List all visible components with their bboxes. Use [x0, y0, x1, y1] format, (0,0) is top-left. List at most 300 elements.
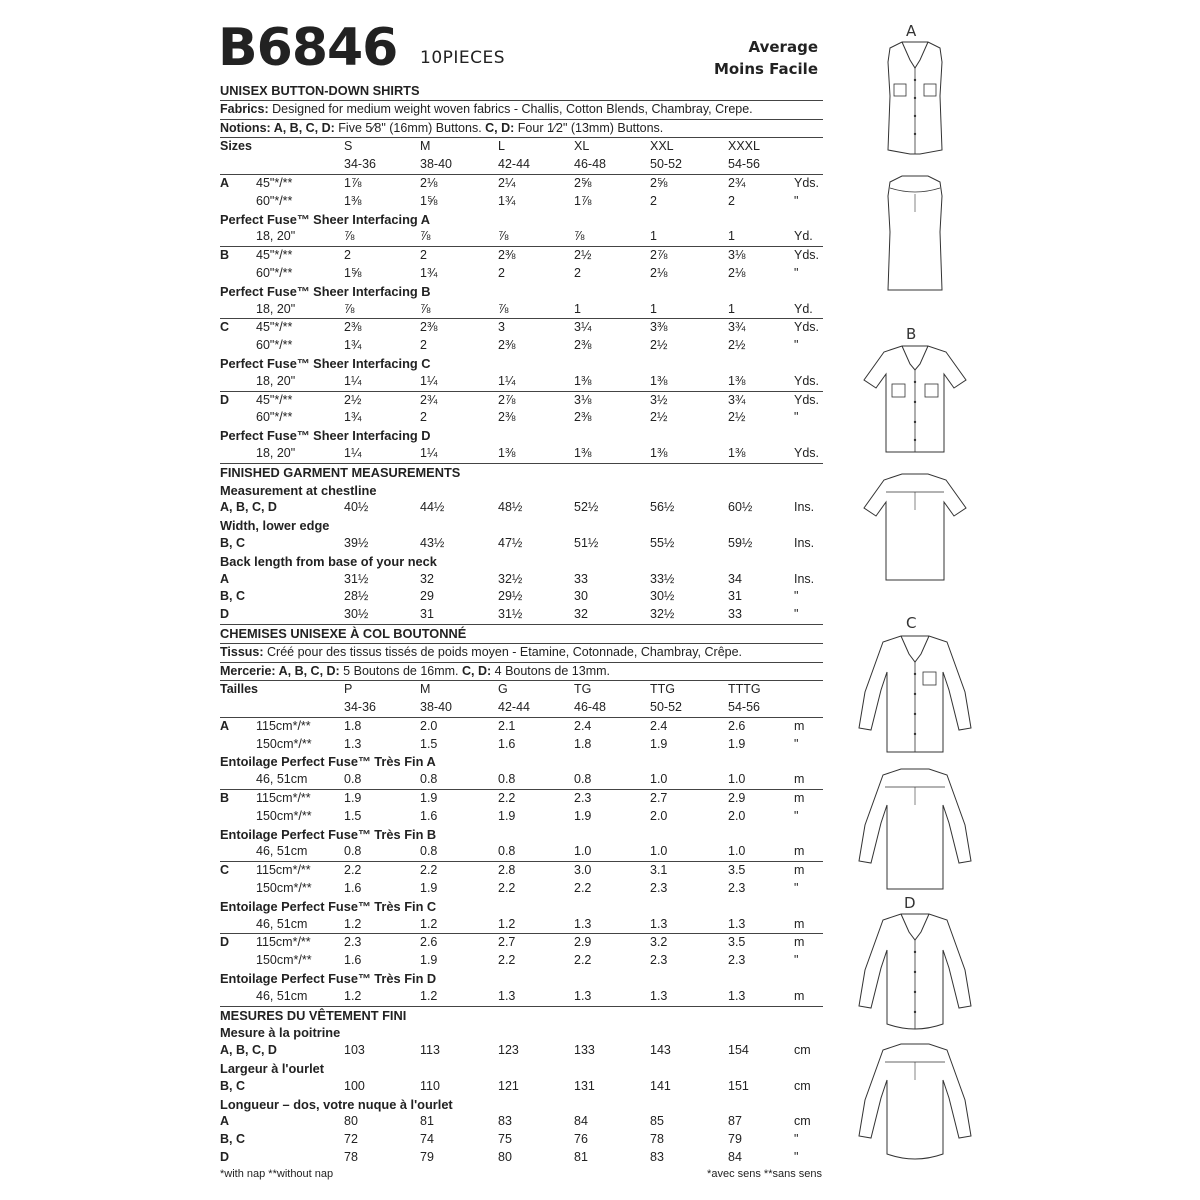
info-line [220, 663, 610, 681]
table-cell: 2.2 [498, 953, 516, 968]
table-cell: 1⅜ [344, 193, 362, 208]
view-label: D [220, 935, 230, 950]
table-cell: 141 [650, 1078, 671, 1093]
table-row [220, 301, 823, 319]
table-cell: 2.3 [574, 791, 592, 806]
view-a-front-drawing [880, 38, 950, 158]
size-header: P [344, 682, 353, 697]
table-cell: 31 [728, 589, 742, 604]
table-cell: 1.9 [420, 953, 438, 968]
table-row [220, 571, 823, 589]
table-row [220, 499, 823, 517]
table-cell: 2⅞ [498, 392, 516, 407]
info-text: Four 1⁄2" (13mm) Buttons. [514, 120, 664, 135]
table-row [220, 1006, 823, 1025]
table-cell: 34-36 [344, 157, 376, 172]
table-cell: 1⅞ [574, 193, 592, 208]
table-cell: 103 [344, 1043, 365, 1058]
table-cell: 2⅜ [498, 338, 516, 353]
table-cell: 110 [420, 1078, 440, 1093]
section-heading: UNISEX BUTTON-DOWN SHIRTS [220, 83, 420, 98]
table-row [220, 1078, 823, 1096]
table-cell: 2.3 [344, 935, 362, 950]
view-label: A, B, C, D [220, 500, 277, 515]
unit-label: " [794, 881, 799, 896]
table-cell: 76 [574, 1132, 588, 1147]
table-cell: 44½ [420, 500, 445, 515]
table-row [220, 228, 823, 246]
section-heading: Entoilage Perfect Fuse™ Très Fin A [220, 754, 436, 770]
unit-label: " [794, 736, 799, 751]
table-cell: 2⅜ [574, 338, 592, 353]
yardage-table [220, 82, 823, 1167]
unit-label: " [794, 338, 799, 353]
table-row [220, 1096, 823, 1114]
fabric-width: 115cm*/** [256, 791, 311, 806]
table-row [220, 318, 823, 337]
unit-label: cm [794, 1078, 811, 1093]
size-header: M [420, 682, 431, 697]
table-cell: 2⅞ [650, 248, 668, 263]
table-cell: 81 [574, 1150, 588, 1165]
table-cell: 32½ [650, 607, 675, 622]
table-cell: 2.2 [498, 791, 516, 806]
table-cell: 38-40 [420, 157, 452, 172]
table-cell: 1 [574, 301, 581, 316]
table-cell: 30½ [344, 607, 369, 622]
table-cell: 1⅞ [344, 175, 362, 190]
table-cell: 1.3 [574, 988, 592, 1003]
table-row [220, 427, 823, 445]
table-cell: 1.9 [420, 791, 438, 806]
fabric-width: 150cm*/** [256, 808, 312, 823]
table-cell: 2 [420, 410, 427, 425]
table-cell: 1.0 [574, 844, 592, 859]
table-cell: 0.8 [498, 772, 516, 787]
info-label: Mercerie: A, B, C, D: [220, 663, 340, 678]
fabric-width: 46, 51cm [256, 988, 308, 1003]
table-cell: 2¾ [728, 175, 746, 190]
table-cell: 2.3 [728, 953, 746, 968]
table-cell: 2⅛ [420, 175, 438, 190]
table-row [220, 156, 823, 174]
size-header: XXXL [728, 139, 760, 154]
table-cell: 83 [498, 1114, 512, 1129]
unit-label: " [794, 808, 799, 823]
table-cell: 1.3 [574, 916, 592, 931]
table-cell: 2½ [574, 248, 592, 263]
table-cell: 3.5 [728, 863, 746, 878]
size-header: TG [574, 682, 592, 697]
view-d-front-drawing [845, 910, 985, 1035]
table-cell: 1⅜ [498, 445, 516, 460]
fabric-width: 18, 20" [256, 301, 296, 316]
info-label: C, D: [462, 663, 492, 678]
table-row [220, 174, 823, 193]
table-cell: 72 [344, 1132, 358, 1147]
table-row [220, 100, 823, 119]
table-row [220, 771, 823, 789]
info-text: Five 5⁄8" (16mm) Buttons. [334, 120, 486, 135]
table-cell: ⅞ [344, 229, 355, 244]
table-row [220, 933, 823, 952]
table-cell: 1.5 [344, 808, 362, 823]
view-label: C [220, 863, 230, 878]
table-cell: 100 [344, 1078, 365, 1093]
table-cell: 0.8 [420, 844, 438, 859]
table-cell: 31½ [344, 571, 369, 586]
table-cell: 0.8 [420, 772, 438, 787]
unit-label: Ins. [794, 571, 815, 586]
sizes-label: Tailles [220, 682, 258, 697]
section-heading: CHEMISES UNISEXE À COL BOUTONNÉ [220, 625, 467, 641]
table-row [220, 265, 823, 283]
footnote-en: *with nap **without nap [220, 1168, 334, 1180]
fabric-width: 45"*/** [256, 392, 293, 407]
table-cell: 1⅜ [574, 445, 592, 460]
table-row [220, 826, 823, 844]
table-cell: 85 [650, 1114, 664, 1129]
table-cell: 2⅜ [574, 410, 592, 425]
table-row [220, 246, 823, 265]
table-cell: ⅞ [344, 301, 355, 316]
section-heading: Entoilage Perfect Fuse™ Très Fin B [220, 826, 437, 842]
table-cell: 2.8 [498, 863, 516, 878]
table-cell: 1⅜ [728, 373, 746, 388]
table-cell: 3⅜ [650, 320, 668, 335]
table-cell: 113 [420, 1043, 440, 1058]
table-cell: 1.9 [344, 791, 362, 806]
table-cell: 143 [650, 1043, 671, 1058]
table-cell: 28½ [344, 589, 369, 604]
table-cell: 1.3 [728, 988, 746, 1003]
section-heading: Perfect Fuse™ Sheer Interfacing B [220, 283, 431, 299]
table-cell: 2⅜ [498, 410, 516, 425]
view-b-back-drawing [860, 470, 970, 585]
unit-label: Yd. [794, 229, 813, 244]
fabric-width: 18, 20" [256, 373, 296, 388]
table-cell: 32 [574, 607, 588, 622]
unit-label: cm [794, 1114, 811, 1129]
table-cell: 32½ [498, 571, 523, 586]
info-text: 4 Boutons de 13mm. [491, 663, 610, 678]
table-cell: 2½ [344, 392, 362, 407]
fabric-width: 45"*/** [256, 248, 293, 263]
table-row [220, 409, 823, 427]
table-cell: 2.0 [420, 718, 438, 733]
table-cell: 2½ [728, 338, 746, 353]
table-cell: 3 [498, 320, 505, 335]
table-row [220, 1060, 823, 1078]
table-cell: 2.0 [650, 808, 668, 823]
table-row [220, 898, 823, 916]
fabric-width: 45"*/** [256, 175, 293, 190]
table-cell: 2.7 [498, 935, 516, 950]
table-row [220, 662, 823, 681]
table-row [220, 643, 823, 662]
unit-label: Yds. [794, 175, 820, 190]
table-cell: 1.8 [574, 736, 592, 751]
table-row [220, 445, 823, 463]
table-cell: 1.9 [498, 808, 516, 823]
table-row [220, 1113, 823, 1131]
unit-label: m [794, 718, 805, 733]
table-cell: 2.2 [574, 881, 592, 896]
table-cell: 123 [498, 1043, 519, 1058]
table-cell: 3.2 [650, 935, 668, 950]
table-cell: 30 [574, 589, 588, 604]
table-cell: 3.5 [728, 935, 746, 950]
table-cell: 87 [728, 1114, 742, 1129]
unit-label: cm [794, 1043, 811, 1058]
info-text: Designed for medium weight woven fabrics - Challis, Cotton Blends, Chambray, Crepe. [268, 101, 753, 116]
view-b-front-drawing [860, 342, 970, 457]
table-cell: 2 [344, 248, 351, 263]
view-label: A [220, 718, 230, 733]
table-cell: 2 [650, 193, 657, 208]
table-row [220, 535, 823, 553]
table-cell: 1¼ [420, 373, 438, 388]
table-cell: 29 [420, 589, 434, 604]
table-cell: 1¼ [420, 445, 438, 460]
unit-label: m [794, 863, 805, 878]
table-row [220, 391, 823, 410]
table-cell: 2⅝ [574, 175, 592, 190]
unit-label: m [794, 935, 805, 950]
view-label: A [220, 1114, 230, 1129]
table-cell: 2.6 [728, 718, 746, 733]
table-cell: 2⅜ [344, 320, 362, 335]
section-heading: Perfect Fuse™ Sheer Interfacing D [220, 428, 431, 444]
size-header: XL [574, 139, 590, 154]
table-cell: 1⅝ [344, 265, 362, 280]
table-cell: ⅞ [420, 229, 431, 244]
unit-label: " [794, 1150, 799, 1165]
table-cell: 80 [498, 1150, 512, 1165]
table-cell: 121 [498, 1078, 519, 1093]
unit-label: m [794, 988, 805, 1003]
view-label: B, C [220, 1132, 245, 1147]
info-line [220, 120, 663, 138]
fabric-width: 18, 20" [256, 445, 296, 460]
table-row [220, 517, 823, 535]
table-cell: 59½ [728, 535, 753, 550]
table-cell: 78 [650, 1132, 664, 1147]
table-cell: 2.9 [728, 791, 746, 806]
table-cell: 33 [728, 607, 742, 622]
section-heading: MESURES DU VÊTEMENT FINI [220, 1007, 407, 1023]
view-d-back-drawing [845, 1040, 985, 1165]
table-cell: 54-56 [728, 700, 760, 715]
unit-label: m [794, 791, 805, 806]
table-cell: 3.1 [650, 863, 668, 878]
table-cell: 2½ [650, 410, 668, 425]
table-cell: 2.7 [650, 791, 668, 806]
table-row [220, 861, 823, 880]
view-label: C [220, 320, 230, 335]
table-row [220, 463, 823, 482]
table-cell: 39½ [344, 535, 369, 550]
fabric-width: 115cm*/** [256, 863, 311, 878]
table-row [220, 355, 823, 373]
pattern-number: B6846 [218, 18, 398, 78]
table-cell: 2½ [650, 338, 668, 353]
table-cell: 0.8 [498, 844, 516, 859]
table-cell: 79 [420, 1150, 434, 1165]
table-cell: 1 [650, 301, 657, 316]
table-cell: 3⅛ [728, 248, 746, 263]
table-cell: 2.2 [344, 863, 362, 878]
unit-label: Ins. [794, 500, 815, 515]
size-header: L [498, 139, 505, 154]
table-cell: 42-44 [498, 157, 530, 172]
table-cell: 1.6 [420, 808, 438, 823]
table-cell: 33 [574, 571, 588, 586]
table-cell: 3⅛ [574, 392, 592, 407]
view-label: A [220, 571, 230, 586]
table-cell: ⅞ [498, 301, 509, 316]
table-cell: 2.3 [728, 881, 746, 896]
table-cell: 1.9 [420, 881, 438, 896]
table-cell: 0.8 [574, 772, 592, 787]
table-cell: 60½ [728, 500, 753, 515]
table-cell: 48½ [498, 500, 523, 515]
size-header: M [420, 139, 431, 154]
table-cell: ⅞ [574, 229, 585, 244]
table-cell: 1¾ [344, 410, 362, 425]
view-label-d: D [904, 894, 916, 912]
table-cell: 33½ [650, 571, 675, 586]
unit-label: Yds. [794, 320, 820, 335]
unit-label: Yds. [794, 248, 820, 263]
view-label: B, C [220, 535, 245, 550]
table-cell: 2.4 [574, 718, 592, 733]
table-cell: 32 [420, 571, 434, 586]
table-cell: 1.6 [344, 953, 362, 968]
table-cell: 30½ [650, 589, 675, 604]
table-cell: 2½ [728, 410, 746, 425]
table-row [220, 1149, 823, 1167]
table-cell: 1¾ [420, 265, 438, 280]
table-row [220, 624, 823, 643]
table-cell: 2¼ [498, 175, 516, 190]
section-heading: Measurement at chestline [220, 482, 377, 498]
table-cell: 31½ [498, 607, 523, 622]
table-row [220, 916, 823, 934]
table-cell: 50-52 [650, 157, 682, 172]
table-cell: 1.8 [344, 718, 362, 733]
table-cell: 1⅜ [574, 373, 592, 388]
table-cell: 2 [574, 265, 581, 280]
table-cell: 47½ [498, 535, 523, 550]
table-cell: ⅞ [420, 301, 431, 316]
table-cell: 46-48 [574, 157, 606, 172]
view-a-back-drawing [880, 172, 950, 297]
table-row [220, 736, 823, 754]
info-line [220, 644, 742, 662]
table-row [220, 680, 823, 699]
difficulty-fr: Moins Facile [713, 60, 818, 78]
table-cell: 1¾ [498, 193, 516, 208]
view-label-a: A [906, 22, 917, 40]
table-row [220, 211, 823, 229]
table-cell: 1.6 [498, 736, 516, 751]
table-cell: 1 [728, 229, 735, 244]
table-cell: 40½ [344, 500, 369, 515]
table-cell: 1⅜ [650, 445, 668, 460]
difficulty-en: Average [748, 38, 818, 56]
table-row [220, 717, 823, 736]
table-cell: 2 [498, 265, 505, 280]
table-cell: 1.0 [728, 772, 746, 787]
table-cell: 42-44 [498, 700, 530, 715]
fabric-width: 46, 51cm [256, 844, 308, 859]
table-cell: 1⅜ [728, 445, 746, 460]
table-cell: 133 [574, 1043, 595, 1058]
info-label: Tissus: [220, 644, 264, 659]
fabric-width: 46, 51cm [256, 916, 308, 931]
view-label: B [220, 791, 230, 806]
table-cell: 1.3 [650, 988, 668, 1003]
table-cell: 1.3 [498, 988, 516, 1003]
table-row [220, 119, 823, 138]
table-cell: 2.6 [420, 935, 438, 950]
unit-label: Yds. [794, 373, 820, 388]
table-cell: 1.3 [344, 736, 362, 751]
pieces-count: 10PIECES [420, 48, 506, 68]
table-cell: 1⅜ [650, 373, 668, 388]
table-cell: 1.0 [650, 772, 668, 787]
table-cell: 2.3 [650, 881, 668, 896]
table-cell: 0.8 [344, 772, 362, 787]
table-cell: 1.9 [574, 808, 592, 823]
table-cell: 1.9 [650, 736, 668, 751]
table-cell: 52½ [574, 500, 599, 515]
unit-label: m [794, 916, 805, 931]
table-cell: 2⅝ [650, 175, 668, 190]
info-label: Notions: A, B, C, D: [220, 120, 335, 135]
table-cell: 2.2 [574, 953, 592, 968]
fabric-width: 115cm*/** [256, 718, 311, 733]
fabric-width: 150cm*/** [256, 953, 312, 968]
size-header: TTG [650, 682, 675, 697]
size-header: S [344, 139, 353, 154]
unit-label: Yds. [794, 392, 820, 407]
difficulty-label [714, 36, 818, 80]
size-header: TTTG [728, 682, 761, 697]
footnote-fr: *avec sens **sans sens [707, 1168, 822, 1180]
table-cell: 1.6 [344, 881, 362, 896]
table-cell: 1.2 [344, 916, 362, 931]
view-label-b: B [906, 325, 917, 343]
info-text: 5 Boutons de 16mm. [339, 663, 462, 678]
table-row [220, 553, 823, 571]
unit-label: m [794, 844, 805, 859]
table-cell: 75 [498, 1132, 512, 1147]
fabric-width: 18, 20" [256, 229, 296, 244]
fabric-width: 46, 51cm [256, 772, 308, 787]
fabric-width: 45"*/** [256, 320, 293, 335]
table-cell: 1¼ [344, 373, 362, 388]
table-row [220, 337, 823, 355]
table-cell: 2⅛ [650, 265, 668, 280]
view-label: D [220, 392, 230, 407]
table-cell: 2¾ [420, 392, 438, 407]
fabric-width: 115cm*/** [256, 935, 311, 950]
table-row [220, 880, 823, 898]
table-cell: 34-36 [344, 700, 376, 715]
table-cell: 51½ [574, 535, 599, 550]
